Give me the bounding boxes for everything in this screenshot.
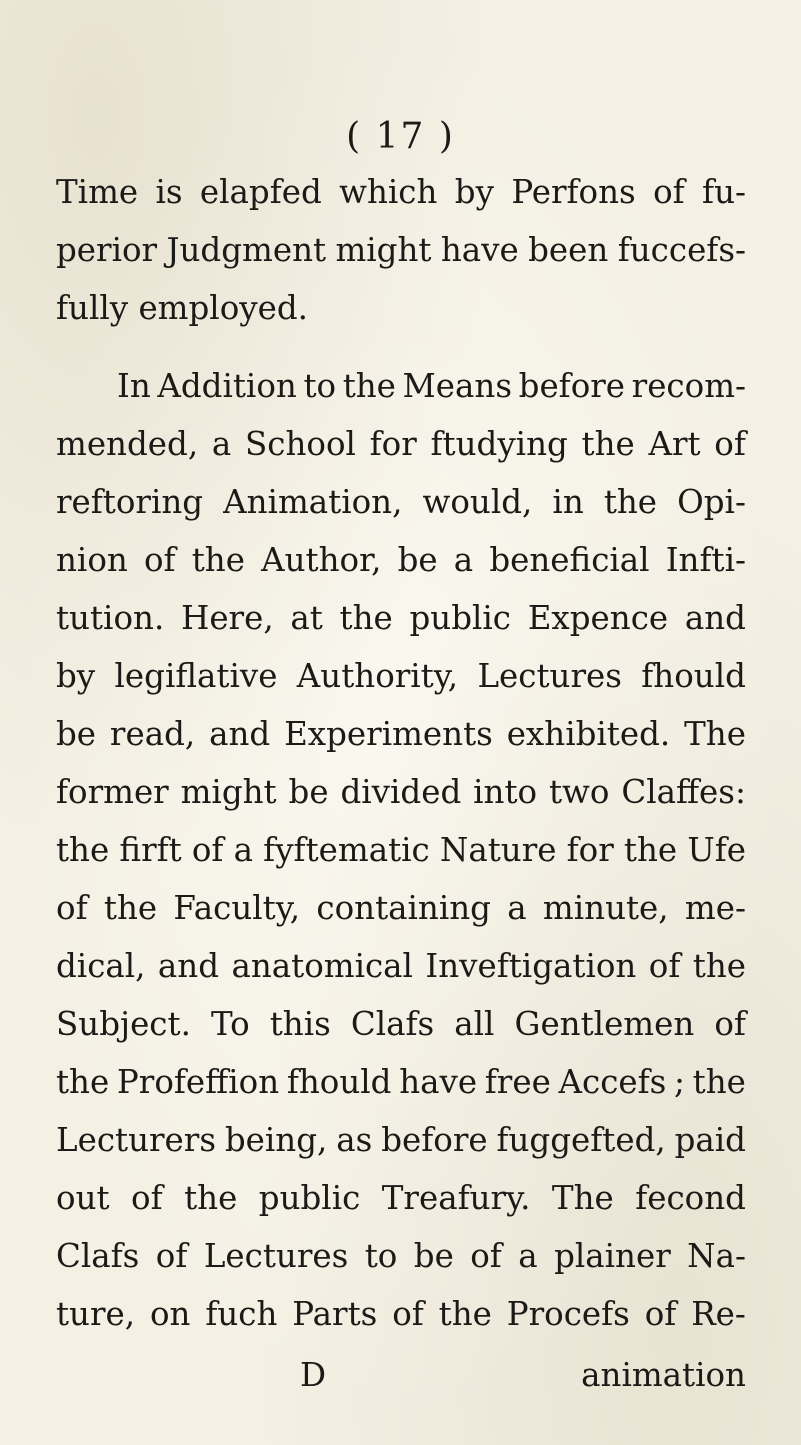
word: beneficial <box>489 541 650 579</box>
word: perior <box>56 231 158 269</box>
word: Animation, <box>223 483 403 521</box>
word: mended, <box>56 425 199 463</box>
word: a <box>453 541 474 579</box>
word: of <box>56 889 88 927</box>
signature-mark: D <box>300 1356 327 1394</box>
word: public <box>409 599 511 637</box>
text-line <box>56 596 746 640</box>
text-line <box>56 170 746 214</box>
word: on <box>149 1295 191 1333</box>
text-line <box>56 654 746 698</box>
word: being, <box>224 1121 328 1159</box>
word: Addition <box>157 367 297 405</box>
text-line <box>56 1060 746 1104</box>
word: fhould <box>641 657 746 695</box>
text-line <box>56 480 746 524</box>
word: To <box>210 1005 250 1043</box>
word: exhibited. <box>506 715 671 753</box>
word: fyftematic <box>263 831 430 869</box>
word: Parts <box>292 1295 378 1333</box>
text-line <box>56 712 746 756</box>
word: the <box>56 1063 110 1101</box>
text-line: fully employed. <box>56 289 308 327</box>
word: to <box>364 1237 398 1275</box>
word: of <box>191 831 224 869</box>
word: be <box>413 1237 454 1275</box>
footer-row <box>0 1350 801 1400</box>
word: as <box>336 1121 373 1159</box>
word: the <box>438 1295 492 1333</box>
word: and <box>684 599 746 637</box>
word: the <box>692 1063 746 1101</box>
word: have <box>399 1063 478 1101</box>
word: this <box>269 1005 331 1043</box>
word: reftoring <box>56 483 204 521</box>
word: of <box>714 425 746 463</box>
word: been <box>528 231 609 269</box>
word: Profeffion <box>116 1063 280 1101</box>
word: ture, <box>56 1295 136 1333</box>
word: anatomical <box>231 947 413 985</box>
text-line <box>56 422 746 466</box>
word: tution. <box>56 599 165 637</box>
text-line <box>56 538 746 582</box>
text-line <box>56 1002 746 1046</box>
text-line <box>56 944 746 988</box>
word: fuch <box>205 1295 278 1333</box>
word: former <box>56 773 169 811</box>
word: by <box>454 173 494 211</box>
word: of <box>644 1295 677 1333</box>
word: dical, <box>56 947 146 985</box>
word: Author, <box>261 541 382 579</box>
word: fhould <box>286 1063 392 1101</box>
word: me- <box>684 889 746 927</box>
word: Infti- <box>665 541 746 579</box>
word: free <box>484 1063 551 1101</box>
word: a <box>507 889 527 927</box>
word: the <box>623 831 678 869</box>
word: and <box>209 715 271 753</box>
text-line <box>56 828 746 872</box>
word: Faculty, <box>173 889 301 927</box>
text-line <box>56 1234 746 1278</box>
word: Treafury. <box>381 1179 531 1217</box>
word: in <box>552 483 584 521</box>
word: Expence <box>527 599 669 637</box>
word: of <box>714 1005 746 1043</box>
word: might <box>180 773 277 811</box>
word: the <box>603 483 658 521</box>
word: is <box>155 173 183 211</box>
word: nion <box>56 541 128 579</box>
word: two <box>548 773 610 811</box>
text-line <box>117 364 746 408</box>
word: divided <box>340 773 462 811</box>
word: Procefs <box>506 1295 630 1333</box>
word: for <box>369 425 417 463</box>
word: elapfed <box>199 173 322 211</box>
word: Ufe <box>687 831 746 869</box>
word: of <box>648 947 681 985</box>
word: of <box>143 541 176 579</box>
word: the <box>103 889 158 927</box>
word: paid <box>674 1121 746 1159</box>
word: ftudying <box>430 425 568 463</box>
word: would, <box>422 483 533 521</box>
word: and <box>157 947 220 985</box>
word: The <box>551 1179 614 1217</box>
word: the <box>692 947 746 985</box>
word: Perfons <box>511 173 636 211</box>
text-line <box>56 1118 746 1162</box>
word: legiflative <box>114 657 278 695</box>
word: of <box>155 1237 188 1275</box>
word: Re- <box>691 1295 746 1333</box>
catchword: animation <box>581 1356 746 1394</box>
word: a <box>518 1237 538 1275</box>
word: have <box>440 231 519 269</box>
word: Means <box>402 367 513 405</box>
word: be <box>397 541 438 579</box>
word: minute, <box>542 889 669 927</box>
text-line <box>56 1292 746 1336</box>
word: Lectures <box>203 1237 349 1275</box>
word: before <box>381 1121 488 1159</box>
word: In <box>117 367 151 405</box>
word: Lectures <box>477 657 622 695</box>
word: recom- <box>631 367 746 405</box>
text-line <box>56 770 746 814</box>
word: by <box>56 657 96 695</box>
word: might <box>335 231 432 269</box>
word: the <box>56 831 110 869</box>
word: Clafs <box>56 1237 140 1275</box>
word: the <box>581 425 635 463</box>
word: of <box>131 1179 163 1217</box>
word: which <box>339 173 438 211</box>
word: before <box>518 367 626 405</box>
word: fecond <box>635 1179 746 1217</box>
word: a <box>211 425 232 463</box>
text-line <box>56 228 746 272</box>
word: Na- <box>687 1237 746 1275</box>
word: all <box>454 1005 495 1043</box>
word: fuccefs- <box>617 231 746 269</box>
word: for <box>566 831 614 869</box>
word: Subject. <box>56 1005 191 1043</box>
word: the <box>191 541 245 579</box>
word: ; <box>674 1063 685 1101</box>
word: Authority, <box>296 657 459 695</box>
word: public <box>258 1179 361 1217</box>
word: at <box>290 599 323 637</box>
text-line <box>56 886 746 930</box>
word: fuggefted, <box>496 1121 666 1159</box>
word: The <box>684 715 746 753</box>
word: read, <box>109 715 196 753</box>
word: of <box>470 1237 502 1275</box>
word: Inveftigation <box>425 947 637 985</box>
word: Lecturers <box>56 1121 216 1159</box>
word: Accefs <box>558 1063 667 1101</box>
word: Art <box>648 425 701 463</box>
word: the <box>339 599 393 637</box>
word: a <box>233 831 254 869</box>
word: Claffes: <box>621 773 746 811</box>
word: Nature <box>439 831 557 869</box>
word: School <box>244 425 356 463</box>
word: plainer <box>554 1237 671 1275</box>
word: Experiments <box>284 715 493 753</box>
word: Time <box>56 173 139 211</box>
word: fu- <box>702 173 746 211</box>
page-number: ( 17 ) <box>346 116 455 157</box>
word: Judgment <box>166 231 327 269</box>
word: be <box>288 773 329 811</box>
word: Here, <box>180 599 274 637</box>
word: of <box>392 1295 424 1333</box>
word: Clafs <box>350 1005 435 1043</box>
word: containing <box>316 889 491 927</box>
word: to <box>303 367 337 405</box>
text-line <box>56 1176 746 1220</box>
word: the <box>184 1179 238 1217</box>
word: the <box>342 367 396 405</box>
word: into <box>473 773 538 811</box>
word: firft <box>119 831 182 869</box>
word: be <box>56 715 97 753</box>
word: Opi- <box>677 483 746 521</box>
word: Gentlemen <box>514 1005 695 1043</box>
word: out <box>56 1179 110 1217</box>
word: of <box>653 173 685 211</box>
